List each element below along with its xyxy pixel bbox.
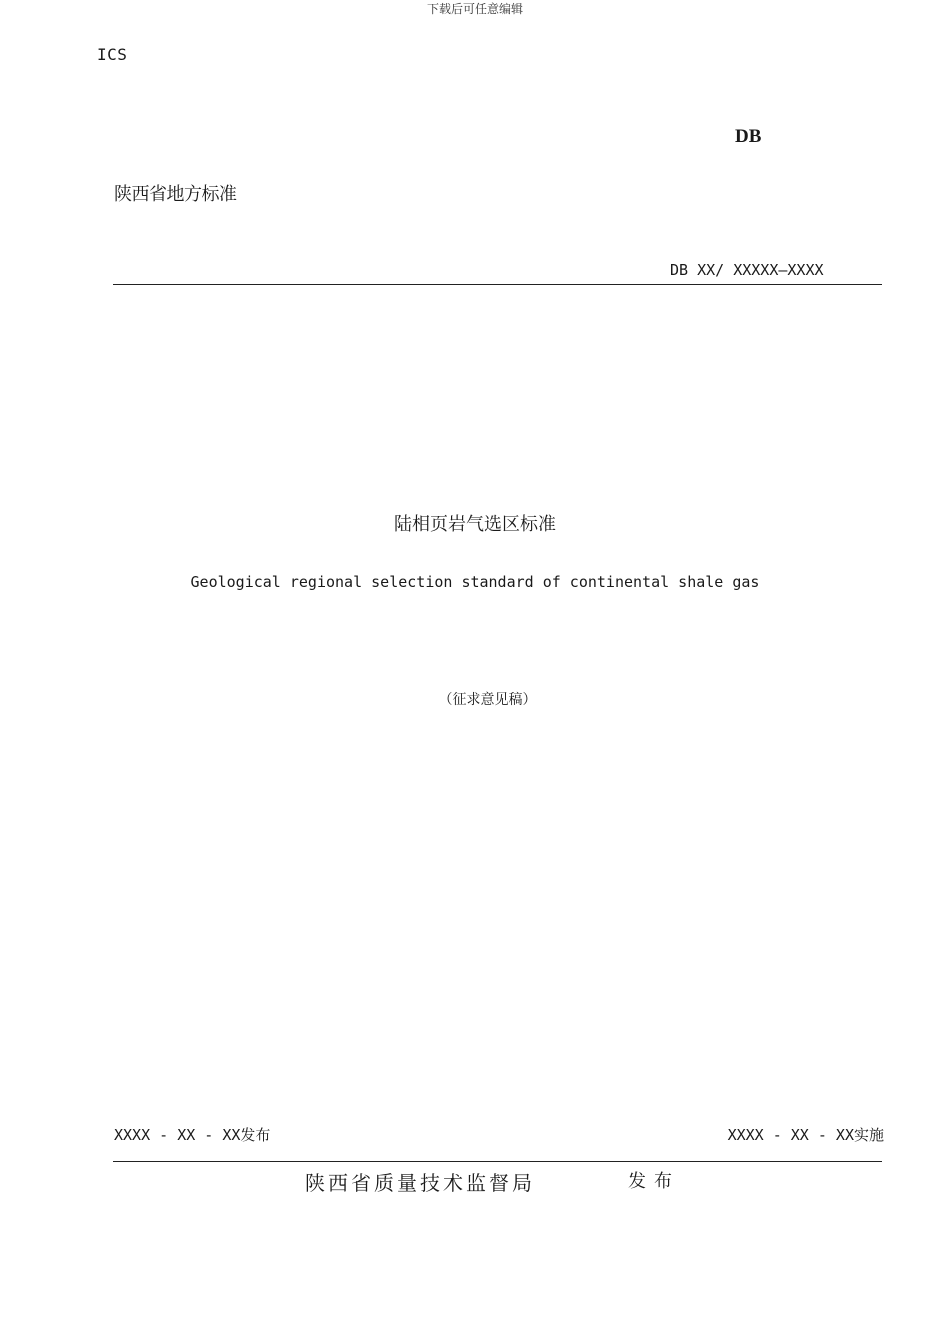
document-title-cn: 陆相页岩气选区标准	[394, 514, 556, 535]
document-title-en: Geological regional selection standard of continental shale gas	[190, 573, 760, 591]
implement-date: XXXX - XX - XX实施	[727, 1126, 884, 1144]
draft-label: （征求意见稿）	[438, 692, 537, 708]
header-note: 下载后可任意编辑	[426, 2, 523, 16]
db-mark: DB	[735, 126, 762, 147]
top-divider	[113, 284, 882, 285]
issue-word: 发布	[628, 1171, 680, 1192]
bottom-divider	[113, 1161, 882, 1162]
issuer-name: 陕西省质量技术监督局	[305, 1171, 535, 1195]
standard-code: DB XX/ XXXXX—XXXX	[670, 261, 824, 279]
issue-date: XXXX - XX - XX发布	[114, 1126, 271, 1144]
local-standard-label: 陕西省地方标准	[114, 184, 237, 205]
ics-label: ICS	[97, 45, 128, 64]
